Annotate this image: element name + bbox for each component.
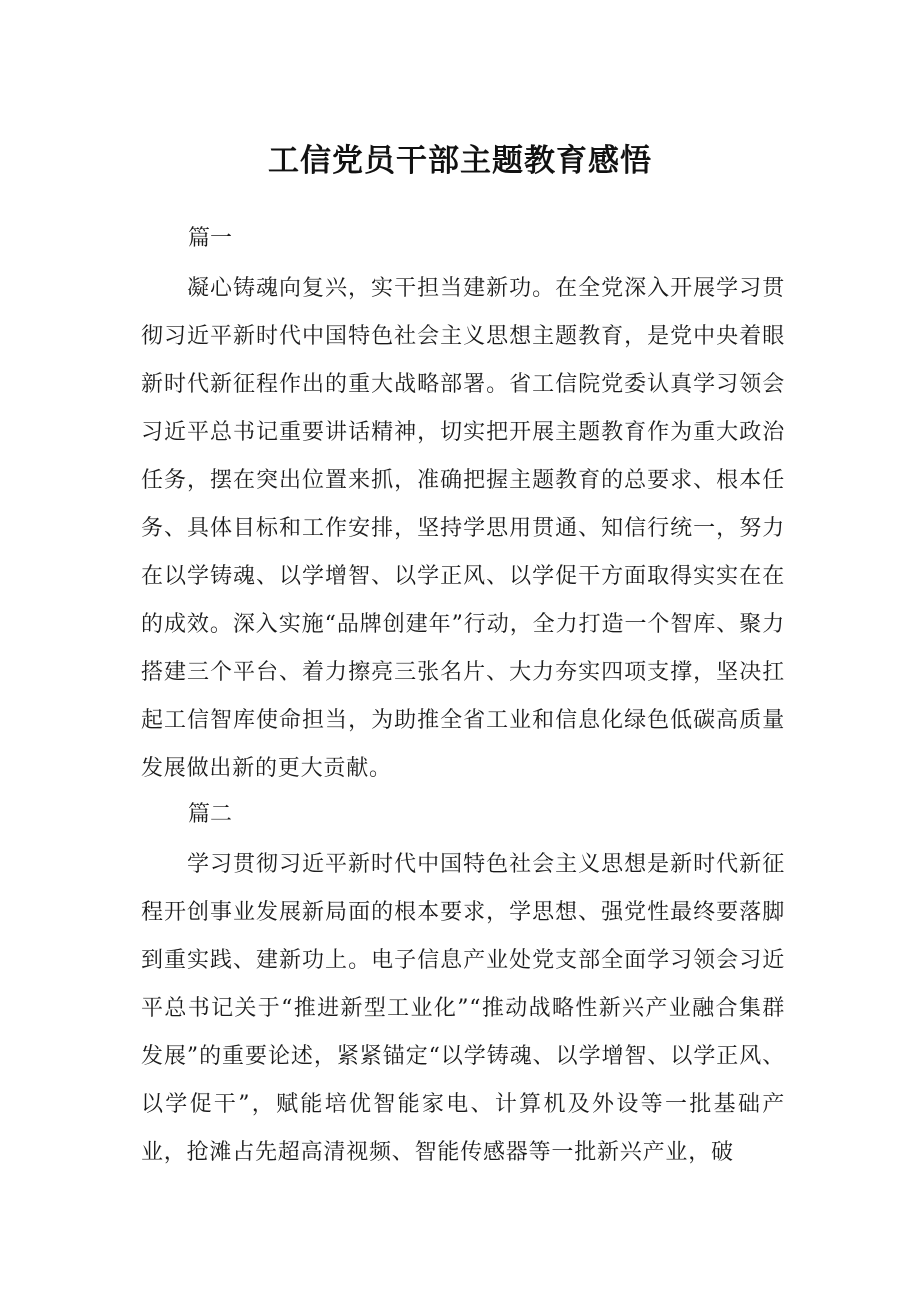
section-label-1: 篇一 <box>188 226 233 251</box>
section-paragraph-2: 学习贯彻习近平新时代中国特色社会主义思想是新时代新征程开创事业发展新局面的根本要求，学思想、强党性最终要落脚到重实践、建新功上。电子信息产业处党支部全面学习领会习近平总书记关于“推进新型工业化”“推动战略性新兴产业融合集群发展”的重要论述，紧紧锚定“以学铸魂、以学增智、以学正风、以学促干”，赋能培优智能家电、计算机及外设等一批基础产业，抢滩占先超高清视频、智能传感器等一批新兴产业，破 <box>141 852 785 1165</box>
document-title: 工信党员干部主题教育感悟 <box>268 143 652 179</box>
section-label-2: 篇二 <box>188 802 233 827</box>
section-paragraph-1: 凝心铸魂向复兴，实干担当建新功。在全党深入开展学习贯彻习近平新时代中国特色社会主义思想主题教育，是党中央着眼新时代新征程作出的重大战略部署。省工信院党委认真学习领会习近平总书记重要讲话精神，切实把开展主题教育作为重大政治任务，摆在突出位置来抓，准确把握主题教育的总要求、根本任务、具体目标和工作安排，坚持学思用贯通、知信行统一，努力在以学铸魂、以学增智、以学正风、以学促干方面取得实实在在的成效。深入实施“品牌创建年”行动，全力打造一个智库、聚力搭建三个平台、着力擦亮三张名片、大力夯实四项支撑，坚决扛起工信智库使命担当，为助推全省工业和信息化绿色低碳高质量发展做出新的更大贡献。 <box>141 276 785 781</box>
